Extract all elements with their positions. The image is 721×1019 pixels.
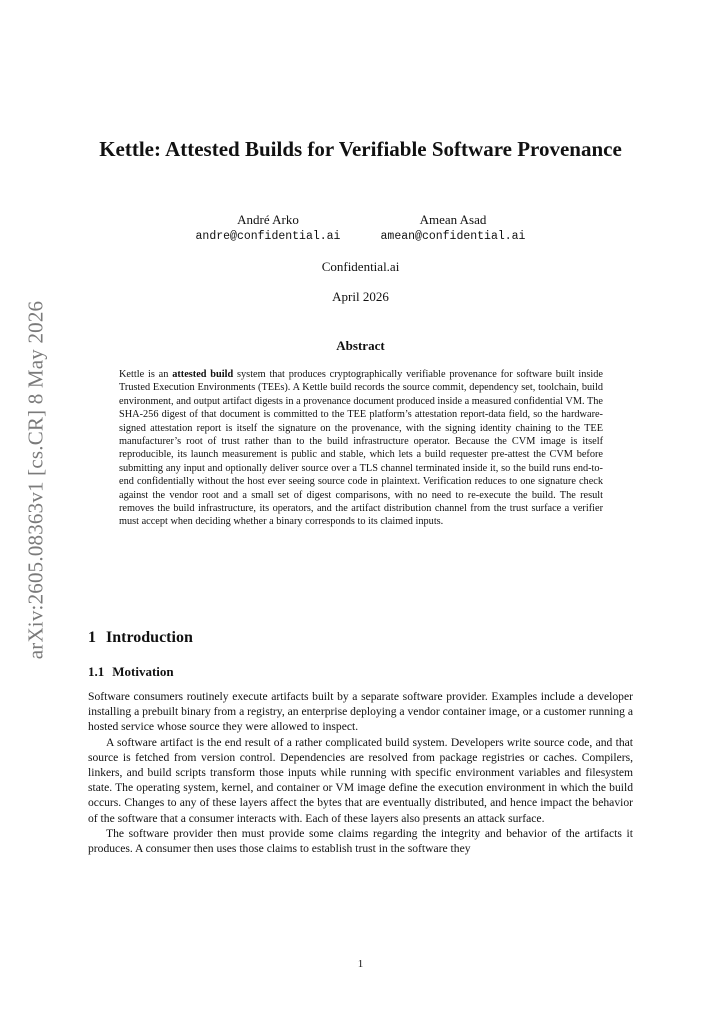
arxiv-identifier (20, 300, 52, 660)
subsection-number: 1.1 (88, 664, 105, 679)
publication-date: April 2026 (332, 289, 389, 304)
author-block (353, 212, 553, 246)
subsection-title: Motivation (112, 664, 174, 679)
section-heading (88, 629, 193, 647)
subsection-heading (88, 664, 174, 680)
section-number: 1 (88, 629, 96, 646)
author-email: andre@confidential.ai (195, 230, 341, 243)
page-number: 1 (357, 958, 364, 970)
affiliation: Confidential.ai (321, 259, 400, 274)
paragraph: Software consumers routinely execute artifacts built by a separate software provider. Examples include a developer installing a prebuilt binary from a registry, an enterprise deploying a vendor container image, or a customer running a hosted service whose source they were allowed to inspect. (88, 690, 633, 734)
paragraph: A software artifact is the end result of a rather complicated build system. Developers write source code, and that source is fetched from version control. Dependencies are resolved from package registries or caches. Compilers, linkers, and build scripts transform those inputs while running with specific environment variables and filesystem state. The operating system, kernel, and container or VM image define the execution environment in which the build occurs. Changes to any of these layers affect the bytes that are eventually distributed, and hence impact the behavior of the software that a consumer interacts with. Each of these layers also presents an attack surface. (88, 735, 633, 825)
abstract-emphasis: attested build (172, 369, 234, 380)
author-block (168, 212, 368, 246)
author-email: amean@confidential.ai (380, 230, 526, 243)
paragraph: The software provider then must provide some claims regarding the integrity and behavior of the artifacts it produces. A consumer then uses those claims to establish trust in the software they (88, 826, 633, 856)
paper-title: Kettle: Attested Builds for Verifiable Software Provenance (99, 137, 622, 161)
author-name: Amean Asad (419, 212, 487, 227)
author-name: André Arko (237, 212, 299, 227)
arxiv-id-text: arXiv:2605.08363v1 [cs.CR] 8 May 2026 (23, 300, 48, 660)
section-title: Introduction (106, 629, 193, 646)
abstract-heading: Abstract (336, 338, 385, 353)
abstract-text (119, 368, 603, 529)
body-text (88, 689, 633, 856)
abstract-body: system that produces cryptographically verifiable provenance for software built inside Trusted Execution Environments (TEEs). A Kettle build records the source commit, dependency set, toolchain, build environment, and output artifact digests in a provenance document produced inside a measured confidential VM. The SHA-256 digest of that document is committed to the TEE platform’s attestation report-data field, so the hardware-signed attestation report is itself the signature on the provenance, with the signing identity chaining to the TEE manufacturer’s root of trust rather than to the build infrastructure operator. Because the CVM image is itself reproducible, its launch measurement is public and stable, which lets a build requester pre-attest the CVM before submitting any input and optionally deliver source over a TLS channel terminated inside it, so the build runs end-to-end confidentially without the host ever seeing source code in plaintext. Verification reduces to one signature check against the vendor root and a small set of digest comparisons, with no need to re-execute the build. The result removes the build infrastructure, its operators, and the artifact distribution channel from the trust surface a verifier must accept when deciding whether a binary corresponds to its claimed inputs. (119, 369, 603, 528)
abstract-lead: Kettle is an (119, 369, 173, 380)
